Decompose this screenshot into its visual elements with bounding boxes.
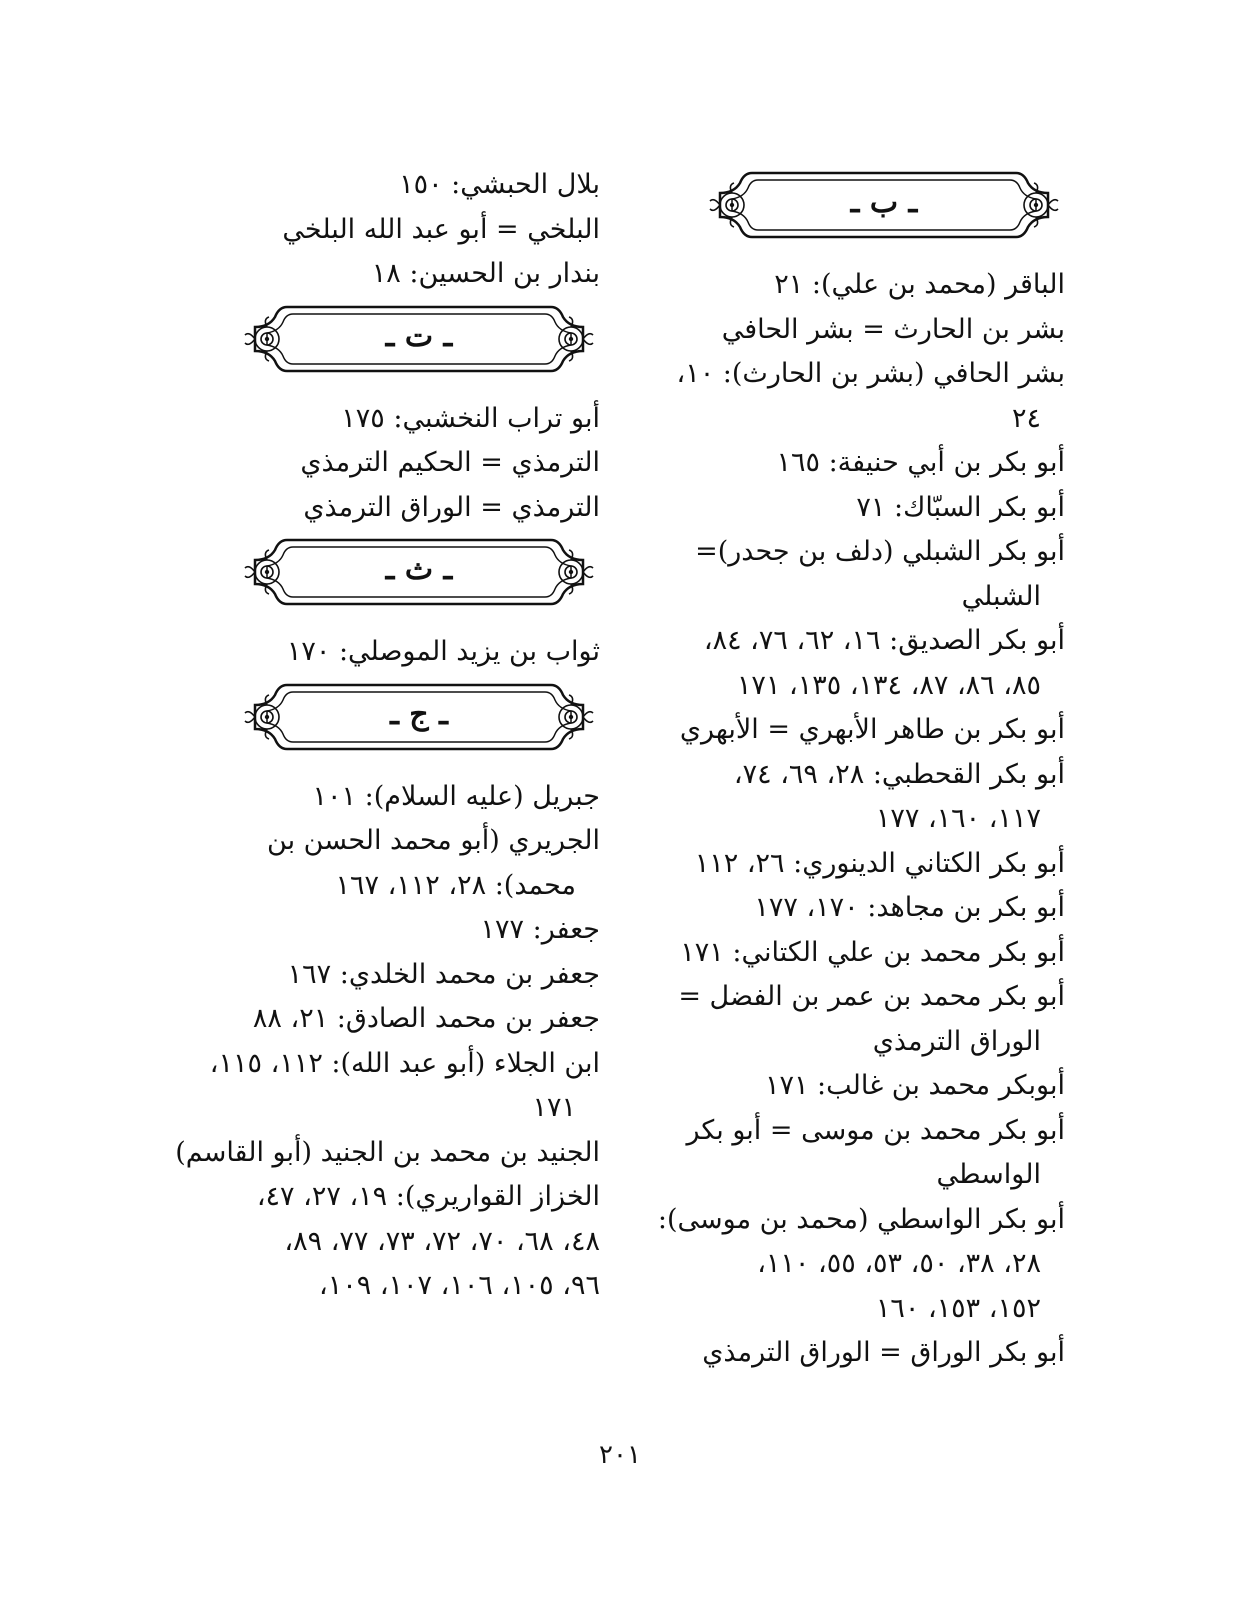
index-entry: بندار بن الحسين: ١٨	[371, 258, 600, 289]
index-entry: أبو بكر الشبلي (دلف بن جحدر)=	[695, 536, 1065, 567]
section-letter: ـ ث ـ	[385, 552, 453, 587]
letter-section-header	[708, 169, 1060, 241]
section-letter: ـ ت ـ	[385, 318, 453, 354]
letter-section-header	[243, 681, 595, 753]
index-entry: ٩٦، ١٠٥، ١٠٦، ١٠٧، ١٠٩،	[319, 1270, 600, 1301]
index-entry-continuation: الواسطي	[936, 1159, 1041, 1190]
index-entry: البلخي = أبو عبد الله البلخي	[282, 213, 600, 245]
index-entry: أبو بكر السبّاك: ٧١	[856, 491, 1065, 523]
index-entry: أبو بكر الواسطي (محمد بن موسى):	[657, 1203, 1065, 1235]
index-entry: بلال الحبشي: ١٥٠	[399, 169, 600, 200]
index-entry: بشر بن الحارث = بشر الحافي	[721, 313, 1065, 345]
index-entry: أبو بكر الصديق: ١٦، ٦٢، ٧٦، ٨٤،	[703, 625, 1065, 656]
index-entry: أبو بكر بن مجاهد: ١٧٠، ١٧٧	[754, 892, 1065, 923]
index-entry: أبو بكر القحطبي: ٢٨، ٦٩، ٧٤،	[733, 758, 1065, 790]
right-column	[615, 163, 1065, 1376]
index-entry: جعفر بن محمد الصادق: ٢١، ٨٨	[252, 1003, 600, 1034]
index-entry-continuation: ١٧١	[532, 1092, 576, 1123]
index-entry: أبو بكر محمد بن موسى = أبو بكر	[686, 1114, 1065, 1146]
index-entry: أبو بكر محمد بن علي الكتاني: ١٧١	[680, 936, 1065, 968]
index-entry-continuation: ١٥٢، ١٥٣، ١٦٠	[875, 1292, 1041, 1324]
index-entry: أبو بكر بن أبي حنيفة: ١٦٥	[776, 447, 1065, 478]
index-entry: الجنيد بن محمد بن الجنيد (أبو القاسم)	[175, 1136, 600, 1168]
index-entry: أبو بكر محمد بن عمر بن الفضل =	[678, 981, 1065, 1012]
index-entry-continuation: الشبلي	[961, 580, 1041, 612]
letter-section-header	[243, 536, 595, 608]
index-entry: بشر الحافي (بشر بن الحارث): ١٠،	[676, 358, 1065, 389]
index-entry: أبو بكر الوراق = الوراق الترمذي	[702, 1337, 1065, 1368]
index-entry: الترمذي = الوراق الترمذي	[303, 491, 600, 523]
index-entry: الخزاز القواريري): ١٩، ٢٧، ٤٧،	[256, 1181, 600, 1212]
index-entry: أبو تراب النخشبي: ١٧٥	[341, 402, 600, 434]
index-entry: ابن الجلاء (أبو عبد الله): ١١٢، ١١٥،	[209, 1047, 600, 1079]
left-column	[160, 163, 600, 1309]
index-entry-continuation: الوراق الترمذي	[872, 1025, 1041, 1057]
section-letter: ـ ج ـ	[390, 696, 448, 732]
index-entry: جعفر بن محمد الخلدي: ١٦٧	[287, 958, 600, 990]
index-entry: الترمذي = الحكيم الترمذي	[300, 447, 600, 478]
index-entry-continuation: ٢٤	[1011, 402, 1041, 434]
index-entry-continuation: ٨٥، ٨٦، ٨٧، ١٣٤، ١٣٥، ١٧١	[736, 669, 1041, 701]
index-entry: أبو بكر بن طاهر الأبهري = الأبهري	[679, 714, 1065, 745]
index-entry-continuation: محمد): ٢٨، ١١٢، ١٦٧	[335, 869, 576, 901]
index-entry: الباقر (محمد بن علي): ٢١	[774, 269, 1065, 300]
index-entry-continuation: ١١٧، ١٦٠، ١٧٧	[875, 803, 1041, 834]
index-entry: ثواب بن يزيد الموصلي: ١٧٠	[286, 636, 600, 667]
index-entry: أبو بكر الكتاني الدينوري: ٢٦، ١١٢	[694, 847, 1065, 879]
index-entry: الجريري (أبو محمد الحسن بن	[267, 825, 600, 856]
section-letter: ـ ب ـ	[850, 185, 918, 220]
index-entry: جعفر: ١٧٧	[480, 914, 600, 945]
index-entry: أبوبكر محمد بن غالب: ١٧١	[764, 1070, 1065, 1101]
letter-section-header	[243, 303, 595, 375]
page-number: ٢٠١	[599, 1440, 641, 1470]
index-entry: ٤٨، ٦٨، ٧٠، ٧٢، ٧٣، ٧٧، ٨٩،	[284, 1225, 600, 1257]
index-entry-continuation: ٢٨، ٣٨، ٥٠، ٥٣، ٥٥، ١١٠،	[757, 1248, 1041, 1279]
index-entry: جبريل (عليه السلام): ١٠١	[312, 780, 600, 812]
